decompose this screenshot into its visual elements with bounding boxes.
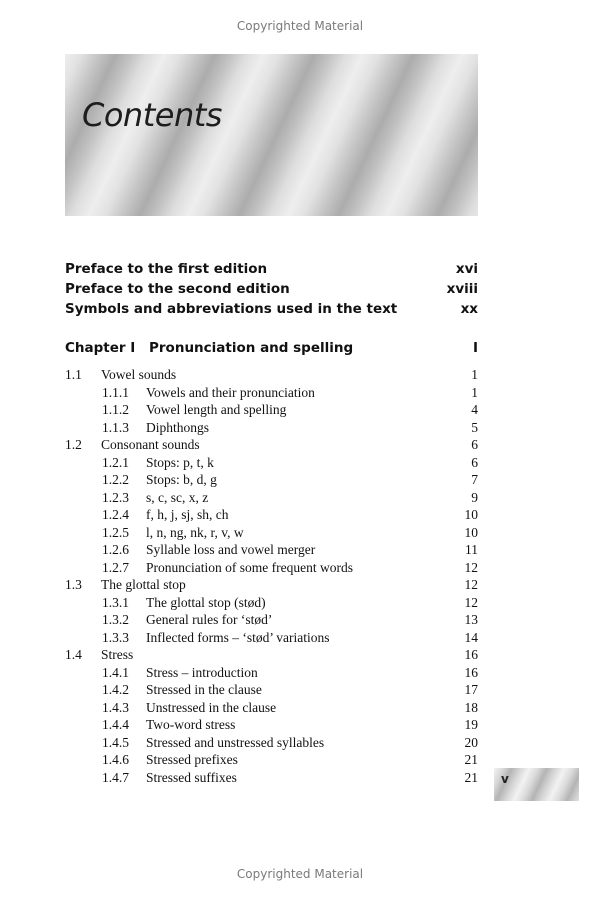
subsection-page: 10: [464, 524, 478, 540]
subsection-page: 11: [465, 542, 478, 557]
toc-subsection: [65, 611, 478, 629]
subsection-title: l, n, ng, nk, r, v, w: [146, 524, 244, 540]
page-title: Contents: [82, 96, 222, 134]
toc-subsection: [65, 471, 478, 489]
front-matter-label: Preface to the first edition: [65, 261, 268, 277]
section-number: 1.1: [65, 367, 82, 382]
subsection-number: 1.2.2: [102, 472, 129, 487]
front-matter-page: xx: [460, 301, 478, 317]
toc-subsection: [65, 419, 478, 437]
section-title: Vowel sounds: [101, 367, 177, 382]
chapter-heading: [65, 340, 478, 360]
toc-subsection: [65, 629, 478, 647]
section-number: 1.4: [65, 647, 82, 662]
subsection-page: 18: [464, 699, 478, 715]
subsection-page: 16: [464, 664, 478, 680]
subsection-page: 12: [464, 594, 478, 610]
front-matter-page: xvi: [455, 261, 478, 277]
toc-subsection: [65, 751, 478, 769]
section-page: 1: [471, 367, 478, 382]
subsection-title: Two-word stress: [146, 717, 236, 732]
subsection-page: 17: [464, 682, 478, 697]
subsection-page: 21: [464, 752, 478, 767]
subsection-title: f, h, j, sj, sh, ch: [146, 507, 229, 522]
subsection-title: Diphthongs: [146, 419, 210, 435]
toc-section: [65, 366, 478, 384]
subsection-page: 14: [464, 629, 478, 645]
chapter-title: Pronunciation and spelling: [149, 340, 354, 356]
subsection-page: 12: [464, 559, 478, 575]
toc-section: [65, 436, 478, 454]
section-page: 16: [464, 647, 478, 662]
subsection-number: 1.4.3: [102, 699, 129, 715]
section-page: 12: [464, 577, 478, 592]
toc-section: [65, 576, 478, 594]
toc-subsection: [65, 734, 478, 752]
subsection-page: 9: [471, 489, 478, 505]
toc-subsection: [65, 699, 478, 717]
toc-subsection: [65, 769, 478, 787]
contents-banner: [65, 54, 478, 216]
subsection-number: 1.2.5: [102, 524, 129, 540]
subsection-number: 1.1.1: [102, 384, 129, 400]
subsection-number: 1.2.7: [102, 559, 129, 575]
subsection-title: Stress – introduction: [146, 664, 258, 680]
section-title: Stress: [101, 647, 134, 662]
subsection-title: Pronunciation of some frequent words: [146, 559, 353, 575]
subsection-title: General rules for ‘stød’: [146, 612, 273, 627]
toc-subsection: [65, 454, 478, 472]
subsection-number: 1.4.2: [102, 682, 129, 697]
subsection-page: 13: [464, 612, 478, 627]
subsection-title: Stops: b, d, g: [146, 472, 217, 487]
subsection-number: 1.3.3: [102, 629, 129, 645]
subsection-number: 1.3.1: [102, 594, 129, 610]
front-matter-label: Preface to the second edition: [65, 281, 290, 297]
toc-subsection: [65, 401, 478, 419]
toc-subsection: [65, 664, 478, 682]
subsection-number: 1.2.3: [102, 489, 129, 505]
subsection-number: 1.2.4: [102, 507, 129, 522]
chapter-page: I: [472, 340, 478, 356]
subsection-title: s, c, sc, x, z: [146, 489, 209, 505]
subsection-page: 7: [471, 472, 478, 487]
subsection-number: 1.3.2: [102, 612, 129, 627]
subsection-page: 10: [464, 507, 478, 522]
subsection-title: Vowel length and spelling: [146, 402, 287, 417]
front-matter-entry: [65, 281, 478, 301]
subsection-title: Stressed in the clause: [146, 682, 262, 697]
subsection-number: 1.1.2: [102, 402, 129, 417]
subsection-title: Stops: p, t, k: [146, 454, 214, 470]
subsection-title: Unstressed in the clause: [146, 699, 277, 715]
toc-subsection: [65, 541, 478, 559]
toc-subsection: [65, 489, 478, 507]
subsection-title: Stressed suffixes: [146, 769, 237, 785]
toc-subsection: [65, 681, 478, 699]
front-matter-label: Symbols and abbreviations used in the text: [65, 301, 398, 317]
subsection-title: Vowels and their pronunciation: [146, 384, 315, 400]
subsection-page: 6: [471, 454, 478, 470]
subsection-number: 1.4.6: [102, 752, 129, 767]
subsection-title: The glottal stop (stød): [146, 594, 266, 610]
subsection-title: Stressed and unstressed syllables: [146, 734, 325, 750]
subsection-number: 1.2.6: [102, 542, 129, 557]
copyright-header: Copyrighted Material: [236, 19, 364, 33]
page-number: v: [501, 772, 509, 786]
subsection-number: 1.4.1: [102, 664, 129, 680]
front-matter-entry: [65, 261, 478, 281]
subsection-number: 1.2.1: [102, 454, 129, 470]
subsection-title: Stressed prefixes: [146, 752, 238, 767]
subsection-page: 1: [471, 384, 478, 400]
folio-tab: [494, 768, 579, 801]
subsection-number: 1.4.5: [102, 734, 129, 750]
subsection-title: Inflected forms – ‘stød’ variations: [146, 629, 330, 645]
subsection-page: 5: [471, 419, 478, 435]
subsection-page: 20: [464, 734, 478, 750]
section-title: Consonant sounds: [101, 437, 200, 452]
subsection-page: 4: [471, 402, 478, 417]
subsection-page: 21: [464, 769, 478, 785]
toc-subsection: [65, 559, 478, 577]
toc-section: [65, 646, 478, 664]
section-number: 1.3: [65, 577, 82, 592]
toc-subsection: [65, 506, 478, 524]
section-title: The glottal stop: [101, 577, 186, 592]
section-number: 1.2: [65, 437, 82, 452]
subsection-number: 1.4.4: [102, 717, 129, 732]
toc-subsection: [65, 524, 478, 542]
toc-subsection: [65, 716, 478, 734]
toc-subsection: [65, 594, 478, 612]
subsection-page: 19: [464, 717, 478, 732]
front-matter-entry: [65, 301, 478, 321]
chapter-number: Chapter I: [65, 340, 136, 356]
section-page: 6: [471, 437, 478, 452]
subsection-title: Syllable loss and vowel merger: [146, 542, 316, 557]
subsection-number: 1.1.3: [102, 419, 129, 435]
subsection-number: 1.4.7: [102, 769, 129, 785]
copyright-footer: Copyrighted Material: [236, 867, 364, 881]
front-matter-page: xviii: [446, 281, 478, 297]
toc-subsection: [65, 384, 478, 402]
